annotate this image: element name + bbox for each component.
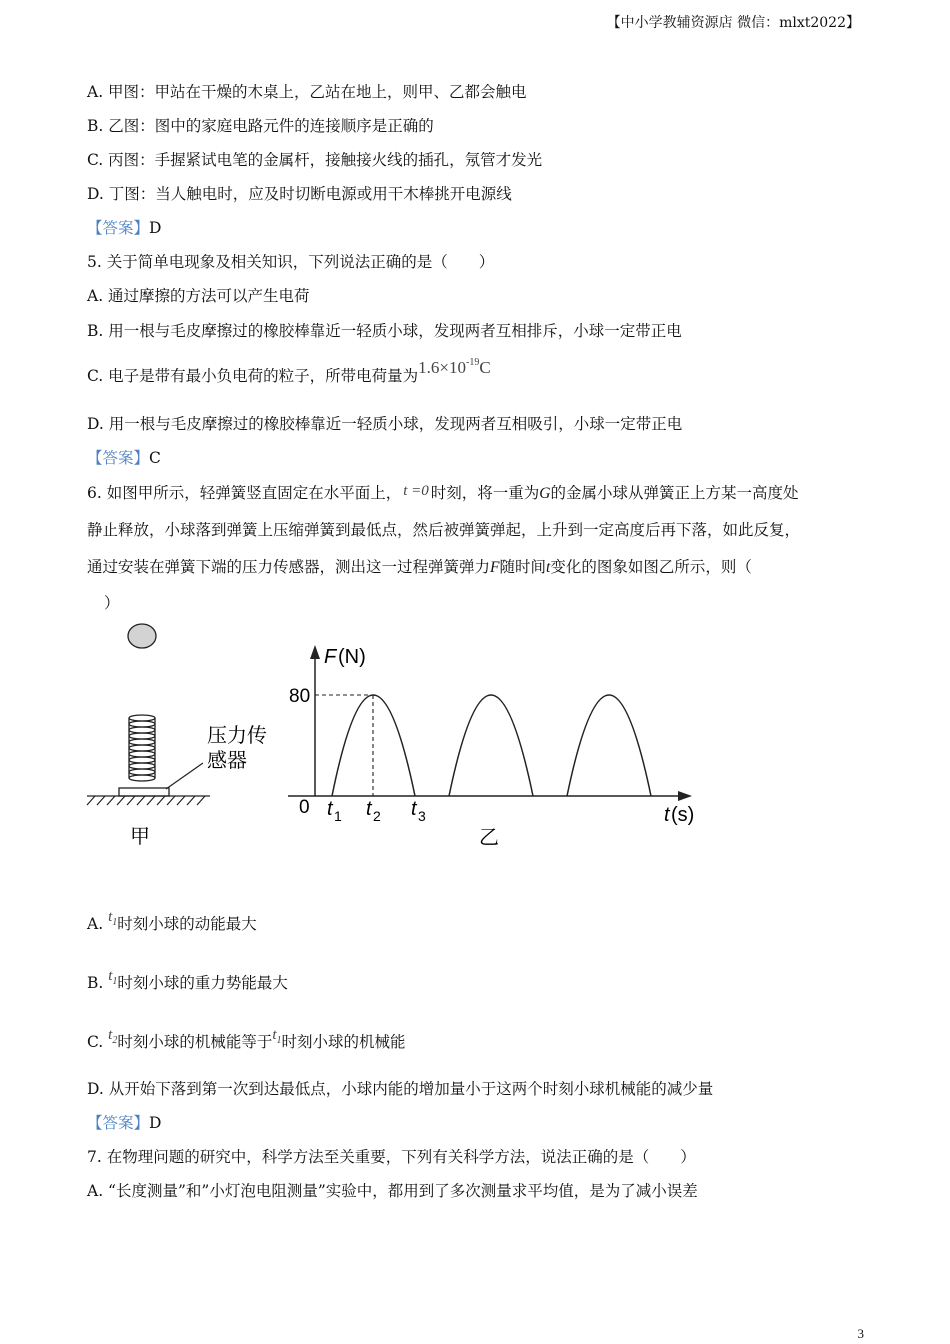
q5-answer xyxy=(87,446,161,468)
answer-label: 【答案】 xyxy=(87,1114,150,1132)
answer-label: 【答案】 xyxy=(87,449,150,467)
q6-stem-line-4: ） xyxy=(104,594,120,612)
tick-t3 xyxy=(411,798,426,824)
svg-text:t: t xyxy=(411,798,417,820)
q6-option-d: D. 从开始下落到第一次到达最低点，小球内能的增加量小于这两个时刻小球机械能的减少量 xyxy=(87,1080,714,1098)
q7-option-a: A. “长度测量”和”小灯泡电阻测量”实验中，都用到了多次测量求平均值，是为了减小误差 xyxy=(87,1182,698,1200)
q6-option-c: C. $t_2$时刻小球的机械能等于$t_1$时刻小球的机械能 xyxy=(87,1027,406,1051)
answer-label: 【答案】 xyxy=(87,219,150,237)
svg-text:t: t xyxy=(327,798,333,820)
x-axis-unit: (s) xyxy=(671,804,695,826)
q5-option-d: D. 用一根与毛皮摩擦过的橡胶棒靠近一轻质小球，发现两者互相吸引，小球一定带正电 xyxy=(87,415,683,433)
svg-text:1: 1 xyxy=(334,808,342,824)
ball xyxy=(128,624,156,648)
sensor-label-line-1: 压力传 xyxy=(207,725,267,747)
q7-stem: 7. 在物理问题的研究中，科学方法至关重要，下列有关科学方法，说法正确的是（ ） xyxy=(87,1148,696,1166)
figure-caption-right: 乙 xyxy=(479,827,499,849)
q5-option-b: B. 用一根与毛皮摩擦过的橡胶棒靠近一轻质小球，发现两者互相排斥，小球一定带正电 xyxy=(87,322,682,340)
q4-option-c: C. 丙图：手握紧试电笔的金属杆，接触接火线的插孔，氖管才发光 xyxy=(87,151,543,169)
pressure-sensor xyxy=(119,788,169,796)
spring xyxy=(129,715,155,781)
q6-option-a: A. $t_1$时刻小球的动能最大 xyxy=(87,909,257,933)
force-curve-2 xyxy=(449,695,533,796)
q6-stem-line-3: 通过安装在弹簧下端的压力传感器，测出这一过程弹簧弹力F随时间t变化的图象如图乙所示，则（ xyxy=(87,558,752,576)
q4-option-b: B. 乙图：图中的家庭电路元件的连接顺序是正确的 xyxy=(87,117,434,135)
q6-answer xyxy=(87,1111,161,1133)
page-header: 【中小学教辅资源店 微信：mlxt2022】 xyxy=(606,15,860,31)
origin-label: 0 xyxy=(299,797,310,818)
ground xyxy=(87,796,210,805)
tick-t1 xyxy=(327,798,342,824)
peak-tick-label: 80 xyxy=(289,686,311,707)
q5-option-a: A. 通过摩擦的方法可以产生电荷 xyxy=(87,287,310,305)
answer-value: D xyxy=(149,219,162,237)
q6-figure xyxy=(80,615,720,865)
svg-text:3: 3 xyxy=(418,808,426,824)
figure-caption-left: 甲 xyxy=(130,826,150,848)
sensor-pointer-line xyxy=(166,763,203,789)
force-curve-3 xyxy=(567,695,651,796)
svg-text:2: 2 xyxy=(373,808,381,824)
answer-value: D xyxy=(149,1114,162,1132)
q6-stem-line-2: 静止释放，小球落到弹簧上压缩弹簧到最低点，然后被弹簧弹起，上升到一定高度后再下落，如此反复， xyxy=(87,521,801,539)
q6-option-b: B. $t_1$时刻小球的重力势能最大 xyxy=(87,968,288,992)
q5-stem: 5. 关于简单电现象及相关知识，下列说法正确的是（ ） xyxy=(87,253,495,271)
x-axis-label: t xyxy=(664,804,670,826)
q4-option-d: D. 丁图：当人触电时，应及时切断电源或用干木棒挑开电源线 xyxy=(87,185,512,203)
y-axis-label: F xyxy=(324,646,337,668)
q4-option-a: A. 甲图：甲站在干燥的木桌上，乙站在地上，则甲、乙都会触电 xyxy=(87,83,527,101)
q6-stem-line-1: 6. 如图甲所示，轻弹簧竖直固定在水平面上， t =0 时刻，将一重为G的金属小球从弹簧正上方某一高度处 xyxy=(87,483,799,502)
y-axis-unit: (N) xyxy=(338,646,366,668)
q5-option-c: C. 电子是带有最小负电荷的粒子，所带电荷量为$1.6\times 10^{-19}C$ xyxy=(87,357,491,385)
q4-answer xyxy=(87,216,161,238)
sensor-label-line-2: 感器 xyxy=(207,750,247,772)
page-number: 3 xyxy=(857,1326,864,1341)
answer-value: C xyxy=(149,449,161,467)
tick-t2 xyxy=(366,798,381,824)
charge-formula: $1.6\times 10^{-19}C$ xyxy=(418,357,491,377)
svg-text:t: t xyxy=(366,798,372,820)
